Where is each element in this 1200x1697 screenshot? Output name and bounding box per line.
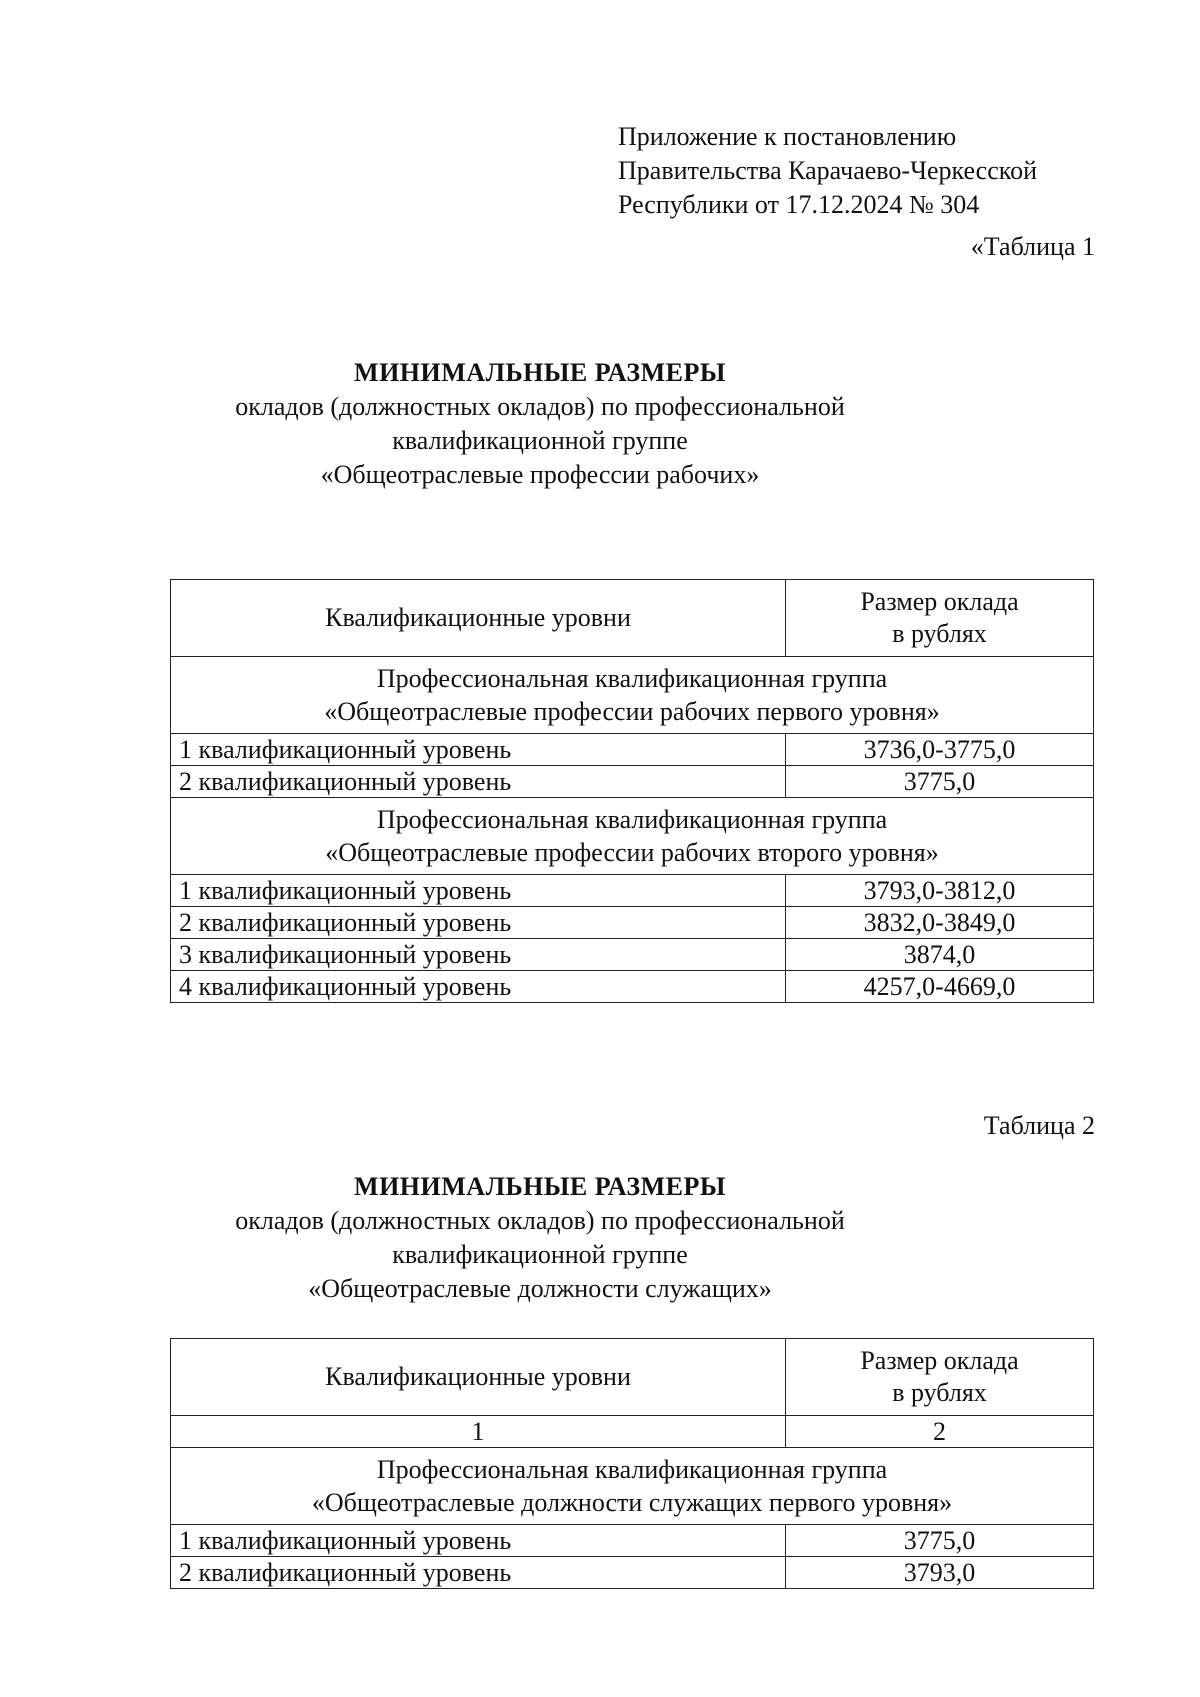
group-title-line: Профессиональная квалификационная группа xyxy=(376,664,888,693)
table1-heading-line: «Общеотраслевые профессии рабочих» xyxy=(320,460,760,489)
table1-heading xyxy=(150,356,930,492)
column-number: 2 xyxy=(786,1416,1094,1448)
appendix-line: Правительства Карачаево-Черкесской xyxy=(618,156,1037,185)
table1-heading-title: МИНИМАЛЬНЫЕ РАЗМЕРЫ xyxy=(354,358,726,387)
group-title xyxy=(171,1448,1094,1525)
group-title xyxy=(171,657,1094,734)
group-title-line: «Общеотраслевые профессии рабочих первого уровня» xyxy=(324,697,940,726)
table1-heading-line: квалификационной группе xyxy=(392,426,688,455)
salary-cell: 3736,0-3775,0 xyxy=(786,734,1094,766)
appendix-line: Республики от 17.12.2024 № 304 xyxy=(618,190,980,219)
table-row xyxy=(171,734,1094,766)
salary-cell: 3832,0-3849,0 xyxy=(786,907,1094,939)
group-row xyxy=(171,657,1094,734)
header-levels: Квалификационные уровни xyxy=(171,580,786,657)
table2-heading-line: окладов (должностных окладов) по профессиональной xyxy=(235,1206,845,1235)
table2-heading xyxy=(150,1170,930,1306)
group-title-line: Профессиональная квалификационная группа xyxy=(376,1455,888,1484)
salary-cell: 4257,0-4669,0 xyxy=(786,971,1094,1003)
header-levels: Квалификационные уровни xyxy=(171,1339,786,1416)
appendix-note xyxy=(618,120,1037,222)
header-salary xyxy=(786,1339,1094,1416)
group-row xyxy=(171,798,1094,875)
table-row xyxy=(171,939,1094,971)
level-cell: 2 квалификационный уровень xyxy=(171,766,786,798)
table2 xyxy=(170,1338,1094,1589)
header-salary-line: в рублях xyxy=(892,619,987,648)
table2-heading-title: МИНИМАЛЬНЫЕ РАЗМЕРЫ xyxy=(354,1172,726,1201)
table2-heading-line: квалификационной группе xyxy=(392,1240,688,1269)
level-cell: 2 квалификационный уровень xyxy=(171,1557,786,1589)
table1 xyxy=(170,579,1094,1003)
salary-cell: 3793,0 xyxy=(786,1557,1094,1589)
level-cell: 1 квалификационный уровень xyxy=(171,734,786,766)
level-cell: 2 квалификационный уровень xyxy=(171,907,786,939)
table-row xyxy=(171,971,1094,1003)
salary-cell: 3775,0 xyxy=(786,766,1094,798)
salary-cell: 3775,0 xyxy=(786,1525,1094,1557)
header-salary-line: в рублях xyxy=(892,1378,987,1407)
table-row xyxy=(171,1557,1094,1589)
table1-heading-line: окладов (должностных окладов) по профессиональной xyxy=(235,392,845,421)
table2-heading-line: «Общеотраслевые должности служащих» xyxy=(308,1274,772,1303)
table2-header-row xyxy=(171,1339,1094,1416)
appendix-line: Приложение к постановлению xyxy=(618,122,957,151)
group-title-line: Профессиональная квалификационная группа xyxy=(376,805,888,834)
group-title-line: «Общеотраслевые профессии рабочих второго уровня» xyxy=(325,838,939,867)
column-number-row xyxy=(171,1416,1094,1448)
table1-header-row xyxy=(171,580,1094,657)
level-cell: 3 квалификационный уровень xyxy=(171,939,786,971)
table-row xyxy=(171,907,1094,939)
group-row xyxy=(171,1448,1094,1525)
salary-cell: 3793,0-3812,0 xyxy=(786,875,1094,907)
table1-label: «Таблица 1 xyxy=(970,232,1095,261)
table2-label: Таблица 2 xyxy=(983,1111,1095,1140)
table-row xyxy=(171,1525,1094,1557)
group-title-line: «Общеотраслевые должности служащих первого уровня» xyxy=(311,1488,953,1517)
header-salary-line: Размер оклада xyxy=(860,587,1019,616)
level-cell: 4 квалификационный уровень xyxy=(171,971,786,1003)
column-number: 1 xyxy=(171,1416,786,1448)
header-salary-line: Размер оклада xyxy=(860,1346,1019,1375)
table-row xyxy=(171,875,1094,907)
salary-cell: 3874,0 xyxy=(786,939,1094,971)
level-cell: 1 квалификационный уровень xyxy=(171,1525,786,1557)
level-cell: 1 квалификационный уровень xyxy=(171,875,786,907)
table-row xyxy=(171,766,1094,798)
group-title xyxy=(171,798,1094,875)
header-salary xyxy=(786,580,1094,657)
